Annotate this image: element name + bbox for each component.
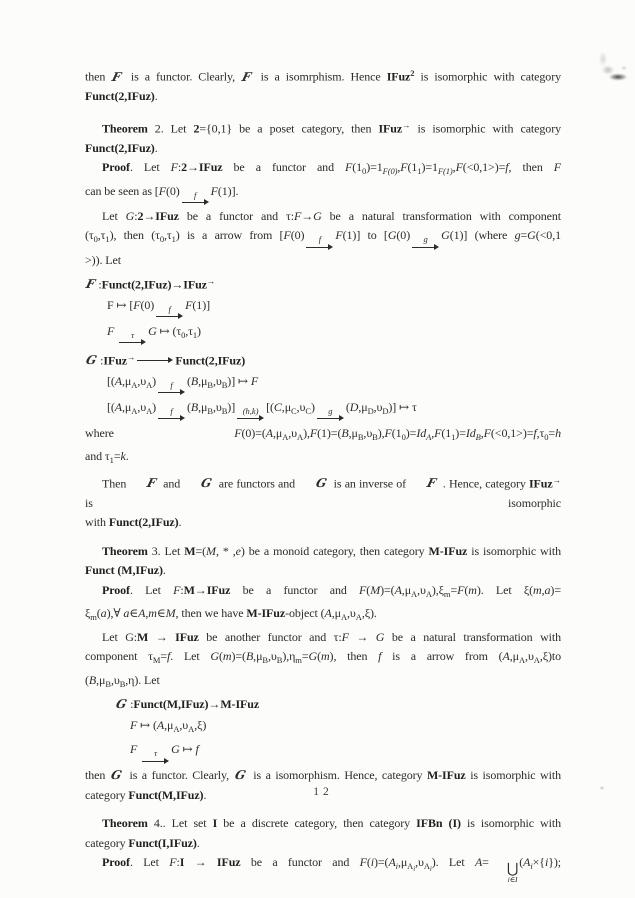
text-line: Let G:2→IFuz be a functor and τ:F→G be a natural transformation with component (102, 208, 561, 223)
text-run: F (359, 582, 367, 597)
text-run: Funct(M,IFuz) (133, 697, 209, 711)
text-run: Funct(2,IFuz) (108, 515, 179, 529)
text-run: a (544, 582, 551, 597)
text-run: G (308, 649, 318, 663)
text-run: F (210, 183, 218, 198)
text-run: G (387, 228, 397, 242)
scan-smudge (594, 50, 634, 86)
text-run: F (483, 425, 491, 440)
text-run: a (100, 606, 107, 620)
script-functor-symbol: F (240, 69, 253, 84)
text-run: F (309, 425, 318, 440)
text-run: F(1) (437, 166, 453, 176)
text-run: M-IFuz (428, 543, 468, 558)
text-run: Funct(2,IFuz) (101, 277, 172, 291)
text-run: G (527, 228, 536, 242)
labeled-arrow-icon: f (182, 191, 209, 207)
text-run: → (127, 351, 136, 362)
text-run: G (171, 742, 180, 756)
text-run: i (530, 861, 533, 871)
text-run: B (276, 655, 283, 665)
text-run: f (167, 649, 171, 663)
text-run: m (295, 655, 302, 665)
text-run: a (123, 606, 130, 620)
text-run: m (533, 582, 542, 597)
text-line: can be seen as [F(0) f F(1)]. (85, 182, 561, 207)
text-run: IFuz (103, 353, 127, 367)
text-run: A (324, 606, 332, 620)
text-run: A (533, 655, 540, 665)
text-run: A (394, 582, 402, 597)
text-run: F (283, 228, 291, 242)
script-functor-symbol: G (199, 476, 214, 490)
text-run: B (119, 678, 126, 689)
display-formula: [$(A,\mu_A,\upsilon_A)$ f $(B,\mu_B,\upsilon_B)$] ↦ F (85, 372, 561, 397)
text-run: 0 (159, 234, 164, 244)
labeled-arrow-icon: f (306, 235, 333, 251)
text-run: F (250, 373, 259, 388)
text-run: IFuz (175, 629, 199, 644)
text-run: G (441, 228, 450, 242)
text-run: Funct(I,IFuz) (128, 835, 197, 850)
text-run: A (523, 855, 531, 869)
script-functor-symbol: F (425, 476, 438, 490)
text-run: Id (465, 425, 476, 440)
text-run: F (130, 717, 138, 732)
text-line: then G is a functor. Clearly, G is a isomorphism. Hence, category M-IFuz is isomorphic with (85, 766, 561, 786)
text-run: M (184, 543, 196, 558)
text-run: IFuz (378, 121, 403, 135)
text-run: 1 (192, 329, 198, 340)
text-run: F (158, 183, 166, 198)
text-line: with Funct(2,IFuz). (85, 515, 182, 529)
text-line: Funct(2,IFuz). (85, 140, 158, 155)
text-run: 0 (181, 329, 186, 340)
text-line: component $\tau_M=f$. Let $G(m)=(B,\mu_B,\upsilon_B),\eta_m=G(m)$, then f is a arrow from $(A,\mu_A,\upsilon_A,\xi)to$ (85, 649, 562, 665)
text-run: IFuz (216, 855, 241, 869)
text-run: A (423, 861, 430, 871)
text-run: A (114, 399, 123, 414)
text-run: i (370, 855, 374, 869)
text-run: A (131, 405, 138, 416)
page-footer (85, 786, 561, 798)
text-run: m (468, 582, 477, 597)
text-run: F (434, 425, 442, 440)
proof-line: Proof. Let F:2→IFuz be a functor and $F(1_0)=1_{F(0)},F(1_1)=1_{F(1)},F(<0,1>)=f$, then F (102, 160, 561, 176)
text-run: B (372, 431, 378, 442)
text-run: F (234, 425, 242, 440)
text-run: f (533, 425, 537, 440)
text-run: e (235, 543, 241, 558)
text-run: m (90, 612, 97, 622)
text-run: Theorem (102, 121, 148, 135)
theorem-2-heading: Theorem 2. Let 2={0,1} be a poset category, then IFuz→ is isomorphic with category (102, 119, 561, 135)
text-run: A (138, 606, 146, 620)
text-run: m (443, 588, 451, 599)
text-run: Theorem (102, 543, 148, 558)
text-run: B (245, 649, 254, 663)
display-formula: F ↦ [F(0) f F(1)] (85, 296, 561, 321)
text-line: Funct(2,IFuz). (85, 89, 158, 103)
script-functor-symbol: G (233, 768, 247, 782)
text-run: M (165, 606, 176, 620)
text-run: I (179, 855, 185, 869)
text-run: Id (416, 425, 427, 440)
text-run: A (282, 431, 289, 442)
text-run: Proof (102, 582, 130, 597)
text-run: F (107, 323, 115, 338)
proof-line: Proof. Let F:I → IFuz be a functor and $F(i)=(A_i,\mu_{Ai},\upsilon_{Ai})$. Let A= ⋃ i∈I $(A_i\times\{i\})$; (102, 855, 561, 884)
text-run: IFuz (386, 69, 411, 84)
text-run: 2 (137, 208, 144, 223)
text-run: F (185, 297, 193, 312)
text-run: G (313, 208, 322, 223)
text-run: i (413, 865, 416, 873)
text-run: A (355, 612, 362, 622)
display-formula: [$(A,\mu_A,\upsilon_A)$ f $(B,\mu_B,\upsilon_B)$] (h,k) [$(C,\mu_C,\upsilon_C)$ g $(D,\mu_D,\upsilon_D)$] ↦ τ (85, 398, 561, 423)
text-run: i (544, 855, 549, 869)
text-run: I (212, 816, 218, 830)
text-run: F (130, 742, 138, 756)
text-run: F (293, 208, 302, 223)
scan-speck (596, 784, 608, 793)
text-run: i (395, 861, 398, 871)
long-arrow-icon (137, 355, 173, 364)
text-run: m (320, 649, 330, 663)
text-run: Funct(2,IFuz) (85, 89, 155, 103)
text-run: 0 (401, 431, 406, 442)
text-run: M (370, 582, 381, 597)
text-run: f (378, 649, 382, 663)
text-run: B (357, 431, 364, 442)
text-run: 1 (417, 166, 422, 176)
text-line: category Funct(M,IFuz). (85, 787, 207, 802)
labeled-arrow-icon: f (158, 381, 185, 397)
script-functor-symbol: G (314, 476, 329, 490)
text-line: Then F and G are functors and G is an inverse of F . Hence, category IFuz→ is isomorphic (85, 474, 561, 510)
text-line: and $\tau_1=k$. (85, 449, 129, 465)
script-functor-symbol: G (114, 697, 129, 711)
text-run: F (341, 629, 349, 644)
text-run: F (457, 582, 465, 597)
text-run: 1 (105, 234, 110, 244)
text-run: A (265, 425, 273, 440)
text-run: A (297, 431, 304, 442)
text-run: M-IFuz (246, 606, 286, 620)
labeled-arrow-icon: (h,k) (237, 407, 264, 423)
text-run: A (131, 379, 138, 390)
text-run: A (114, 373, 123, 388)
text-run: A (188, 723, 195, 734)
text-line: then F is a functor. Clearly, F is a isomrphism. Hence IFuz$^2$ is isomorphic with category (85, 64, 561, 87)
text-run: C (273, 399, 282, 414)
text-run: B (475, 431, 481, 442)
text-run: B (207, 405, 213, 416)
text-run: 2 (181, 160, 187, 174)
text-line: where $F(0)=(A,\mu_A,\upsilon_A),F(1)=(B,\mu_B,\upsilon_B),F(1_0)=Id_A,F(1_1)=Id_B,F(<0,1>)=f,\tau_0=h$ (85, 425, 561, 442)
text-run: IFBn (I) (416, 816, 461, 830)
text-run: Proof (102, 160, 130, 174)
script-functor-symbol: F (145, 476, 158, 490)
text-run: G (148, 323, 157, 338)
text-run: M (152, 655, 161, 665)
text-run: A (173, 723, 180, 734)
display-formula: G :IFuz→ Funct(2,IFuz) (85, 348, 561, 371)
script-functor-symbol: F (110, 69, 123, 84)
text-run: 1 (109, 455, 114, 465)
text-run: F (553, 160, 561, 174)
text-run: M (137, 629, 149, 644)
text-run: A (519, 655, 526, 665)
script-functor-symbol: G (109, 768, 123, 782)
text-run: B (221, 405, 228, 416)
theorem-3-heading: Theorem 3. Let M=(M, * ,e) be a monoid category, then category M-IFuz is isomorphic with (102, 543, 561, 558)
text-run: F (170, 160, 178, 174)
text-run: A (146, 379, 153, 390)
page-number: 12 (313, 786, 333, 798)
text-run: F (455, 160, 463, 174)
text-run: Funct(2,IFuz) (85, 140, 155, 155)
text-run: M (206, 543, 216, 558)
text-run: F (359, 855, 367, 869)
text-run: M (183, 582, 195, 597)
text-run: G (125, 208, 135, 223)
text-run: D (382, 405, 389, 416)
text-run: M-IFuz (220, 697, 260, 711)
proof-line: Proof. Let F:M→IFuz be a functor and $F(M)=(A,\mu_A,\upsilon_A),\xi_m=F(m)$. Let ξ(m,a)= (102, 582, 561, 599)
text-run: IFuz (155, 208, 179, 223)
display-formula: F τ G ↦ $(\tau_0,\tau_1)$ (85, 322, 561, 347)
labeled-arrow-icon: τ (142, 749, 169, 765)
text-run: F (384, 425, 392, 440)
text-line: $(\tau_0,\tau_1)$, then $(\tau_0,\tau_1)$ is a arrow from [F(0) f F(1)] to [G(0) g G(1)] (where g=G(<0,1 (85, 226, 561, 251)
text-run: D (349, 399, 359, 414)
text-run: → (402, 119, 411, 130)
text-run: F (169, 855, 177, 869)
text-run: F (400, 160, 408, 174)
display-formula: G :Funct(M,IFuz)→M-IFuz (85, 695, 561, 715)
labeled-arrow-icon: g (317, 407, 344, 423)
union-operator: ⋃ i∈I (506, 861, 519, 884)
text-run: B (190, 373, 199, 388)
text-run: A (146, 405, 153, 416)
text-run: B (262, 655, 268, 665)
text-run: 1 (451, 431, 456, 442)
theorem-4-heading: Theorem 4.. Let set I be a discrete category, then category IFBn (I) is isomorphic with (102, 816, 561, 830)
text-run: A (340, 612, 348, 622)
text-run: m (222, 649, 232, 663)
text-line: $(B,\mu_B,\upsilon_B,\eta)$. Let (85, 672, 160, 689)
text-run: IFuz (528, 476, 553, 490)
text-run: 0 (93, 234, 98, 244)
text-line: Let G:M → IFuz be another functor and τ:F → G be a natural transformation with (102, 629, 562, 644)
text-run: IFuz (206, 582, 231, 597)
text-run: B (207, 379, 213, 390)
text-run: → (552, 474, 561, 485)
text-run: Proof (102, 855, 130, 869)
text-run: A (388, 855, 396, 869)
text-run: G (210, 649, 219, 663)
text-line: Funct (M,IFuz). (85, 563, 166, 577)
text-run: A (407, 861, 414, 871)
text-run: F (345, 160, 353, 174)
text-run: IFuz (198, 160, 223, 174)
text-run: F(0) (382, 166, 398, 176)
text-run: 0 (544, 431, 549, 442)
text-run: C (305, 405, 311, 416)
text-run: 2 (193, 121, 200, 135)
text-run: M-IFuz (426, 768, 466, 782)
text-run: Funct(M,IFuz) (128, 787, 204, 802)
text-run: G (375, 629, 385, 644)
text-run: C (291, 405, 297, 416)
labeled-arrow-icon: τ (119, 331, 146, 347)
text-run: → (206, 275, 216, 286)
text-line: $\xi_m(a),\forall$ a∈A,m∈M, then we have M-IFuz-object $(A,\mu_A,\upsilon_A,\xi)$. (85, 606, 377, 622)
text-run: i (429, 865, 432, 873)
labeled-arrow-icon: f (156, 305, 183, 321)
text-run: A (411, 588, 418, 599)
text-run: m (148, 606, 157, 620)
labeled-arrow-icon: f (158, 407, 185, 423)
text-run: k (120, 449, 126, 463)
text-run: F (133, 297, 141, 312)
text-run: A (502, 649, 510, 663)
text-run: 2 (410, 68, 415, 78)
text-run: F (335, 228, 343, 242)
text-run: B (88, 672, 97, 687)
text-run: D (367, 405, 374, 416)
text-run: h (555, 425, 561, 440)
text-run: Funct(2,IFuz) (175, 353, 246, 367)
display-formula: F τ G ↦ f (85, 740, 561, 765)
text-line: category Funct(I,IFuz). (85, 835, 200, 850)
document-lines (85, 64, 561, 883)
labeled-arrow-icon: g (412, 235, 439, 251)
text-run: Theorem (102, 816, 148, 830)
text-run: 0 (362, 166, 367, 176)
display-formula: F ↦ $(A,\mu_A,\upsilon_A,\xi)$ (130, 717, 207, 734)
text-run: A (426, 431, 432, 442)
text-run: 1 (171, 234, 176, 244)
text-run: A (474, 855, 483, 869)
text-run: g (514, 228, 521, 242)
display-formula: F :Funct(2,IFuz)→IFuz→ (85, 272, 561, 295)
text-run: Funct (M,IFuz) (85, 563, 163, 577)
text-line: >)). Let (85, 253, 121, 267)
text-run: f (505, 160, 509, 174)
text-run: A (156, 717, 165, 732)
script-functor-symbol: F (84, 277, 97, 291)
text-run: A (425, 588, 432, 599)
text-run: F (173, 582, 181, 597)
text-run: B (190, 399, 199, 414)
text-run: IFuz (183, 277, 207, 291)
text-run: B (341, 425, 349, 440)
text-run: f (195, 742, 199, 756)
script-functor-symbol: G (84, 353, 99, 367)
text-run: B (105, 678, 111, 689)
text-run: B (221, 379, 228, 390)
